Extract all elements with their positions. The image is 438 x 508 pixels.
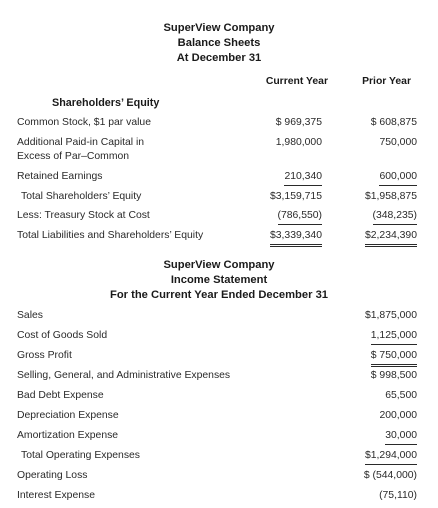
table-row — [0, 349, 438, 363]
row-label: Total Liabilities and Shareholders’ Equity — [17, 230, 204, 241]
table-row — [0, 229, 438, 243]
row-label: Amortization Expense — [17, 430, 119, 441]
current-year-value: 210,340 — [284, 170, 322, 186]
table-row — [0, 150, 438, 164]
table-row — [0, 170, 438, 184]
balance-sheet-company: SuperView Company — [163, 22, 275, 34]
current-year-value: 1,980,000 — [275, 137, 322, 148]
balance-sheet-date: At December 31 — [176, 52, 262, 64]
balance-sheet-title: Balance Sheets — [177, 37, 261, 49]
row-label: Cost of Goods Sold — [17, 330, 108, 341]
table-row — [0, 116, 438, 130]
row-value: (75,110) — [379, 490, 417, 501]
row-value: 200,000 — [379, 410, 417, 421]
row-value: 65,500 — [385, 390, 417, 401]
column-header-current-year: Current Year — [265, 76, 328, 87]
prior-year-value: (348,235) — [373, 209, 417, 225]
table-row — [0, 389, 438, 403]
row-label: Selling, General, and Administrative Expenses — [17, 370, 231, 381]
row-label: Retained Earnings — [17, 171, 103, 182]
table-row — [0, 190, 438, 204]
current-year-value: (786,550) — [278, 209, 322, 225]
current-year-value: $ 969,375 — [275, 117, 322, 128]
row-label: Excess of Par–Common — [17, 151, 130, 162]
table-row — [0, 369, 438, 383]
row-value: $ (544,000) — [363, 470, 417, 481]
row-value: $1,294,000 — [365, 449, 417, 465]
row-value: 30,000 — [385, 429, 417, 445]
table-row — [0, 136, 438, 150]
table-row — [0, 449, 438, 463]
row-label: Interest Expense — [17, 490, 95, 501]
row-label: Bad Debt Expense — [17, 390, 104, 401]
income-statement-company: SuperView Company — [163, 259, 275, 271]
table-row — [0, 329, 438, 343]
row-label: Operating Loss — [17, 470, 88, 481]
row-value: $1,875,000 — [364, 310, 417, 321]
income-statement-period: For the Current Year Ended December 31 — [109, 289, 329, 301]
row-label: Total Shareholders’ Equity — [21, 191, 142, 202]
row-label: Gross Profit — [17, 350, 72, 361]
row-label: Common Stock, $1 par value — [17, 117, 151, 128]
table-row — [0, 209, 438, 223]
table-row — [0, 409, 438, 423]
row-label: Total Operating Expenses — [21, 450, 140, 461]
row-label: Additional Paid-in Capital in — [17, 137, 145, 148]
row-label: Less: Treasury Stock at Cost — [17, 210, 150, 221]
current-year-value: $3,159,715 — [269, 191, 322, 202]
prior-year-value: $ 608,875 — [370, 117, 417, 128]
row-value: $ 998,500 — [370, 370, 417, 381]
row-label: Depreciation Expense — [17, 410, 119, 421]
table-row — [0, 309, 438, 323]
row-label: Sales — [17, 310, 43, 321]
prior-year-value: 750,000 — [379, 137, 417, 148]
prior-year-value: $2,234,390 — [365, 229, 417, 247]
table-row — [0, 429, 438, 443]
current-year-value: $3,339,340 — [270, 229, 322, 247]
column-header-prior-year: Prior Year — [362, 76, 411, 87]
row-value: 1,125,000 — [371, 329, 417, 345]
table-row — [0, 469, 438, 483]
table-row — [0, 489, 438, 503]
income-statement-title: Income Statement — [170, 274, 268, 286]
prior-year-value: 600,000 — [379, 170, 417, 186]
row-value: $ 750,000 — [371, 349, 417, 367]
section-heading-shareholders-equity: Shareholders’ Equity — [52, 97, 160, 109]
prior-year-value: $1,958,875 — [364, 191, 417, 202]
